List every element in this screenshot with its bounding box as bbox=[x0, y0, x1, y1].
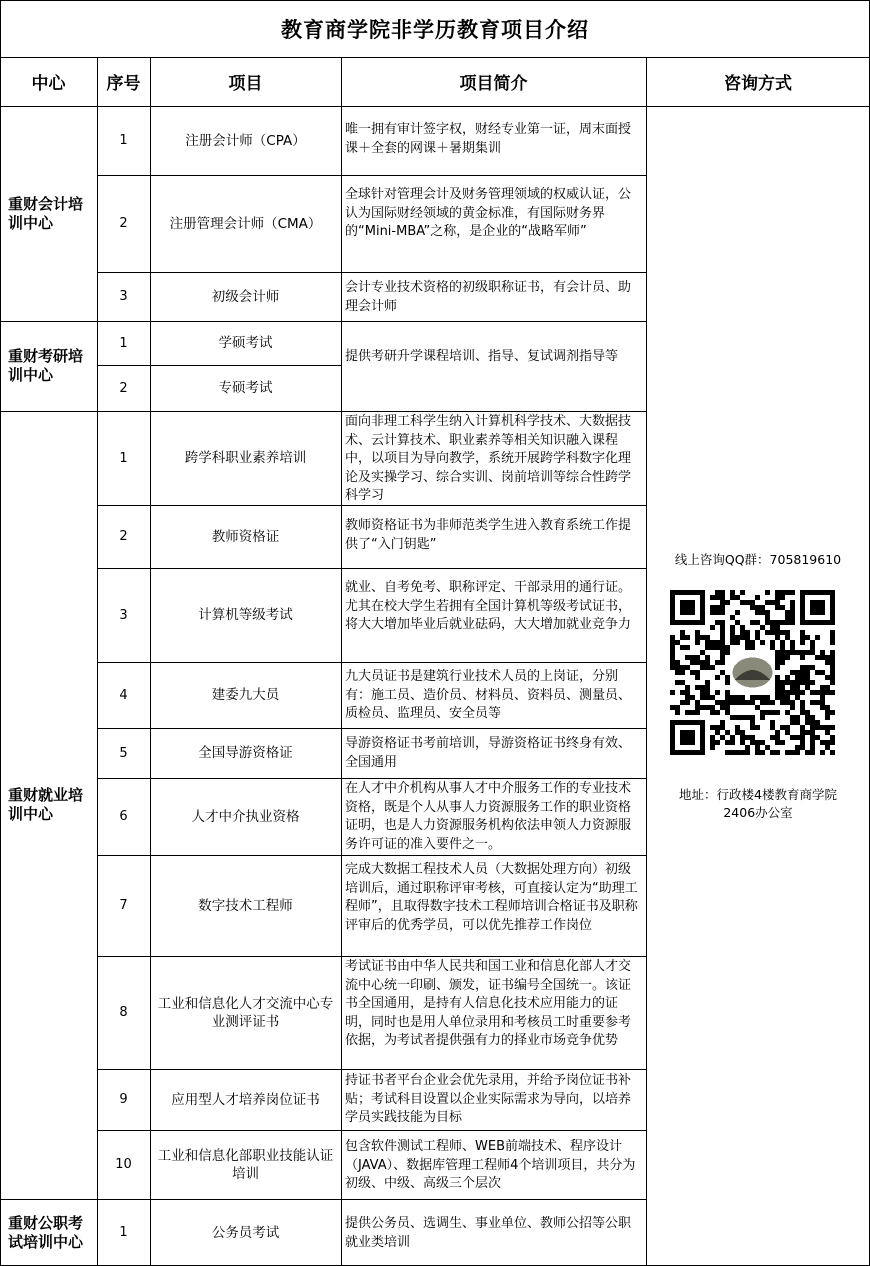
address-line-2: 2406办公室 bbox=[723, 805, 793, 820]
qr-code-icon bbox=[670, 590, 835, 755]
row-project: 注册会计师（CPA） bbox=[185, 132, 306, 149]
row-project: 专硕考试 bbox=[218, 380, 273, 396]
row-intro: 导游资格证书考前培训，导游资格证书终身有效、全国通用 bbox=[345, 736, 632, 770]
row-project: 数字技术工程师 bbox=[198, 897, 293, 914]
row-seq: 10 bbox=[115, 1157, 132, 1172]
row-seq: 3 bbox=[119, 289, 128, 304]
row-project: 建委九大员 bbox=[211, 687, 280, 703]
header-seq: 序号 bbox=[106, 74, 141, 94]
row-intro: 包含软件测试工程师、WEB前端技术、程序设计（JAVA）、数据库管理工程师4个培训项目，共分为初级、中级、高级三个层次 bbox=[345, 1139, 636, 1191]
row-seq: 1 bbox=[119, 1225, 128, 1240]
row-intro: 持证书者平台企业会优先录用，并给予岗位证书补贴；考试科目设置以企业实际需求为导向，以培养学员实践技能为目标 bbox=[345, 1073, 632, 1125]
row-seq: 1 bbox=[119, 335, 128, 351]
row-seq: 7 bbox=[119, 898, 128, 913]
page-title: 教育商学院非学历教育项目介绍 bbox=[281, 17, 589, 42]
header-project: 项目 bbox=[228, 74, 263, 94]
row-seq: 3 bbox=[119, 607, 128, 623]
row-project: 工业和信息化人才交流中心专业测评证书 bbox=[157, 995, 334, 1030]
row-project: 注册管理会计师（CMA） bbox=[169, 215, 322, 232]
row-project: 跨学科职业素养培训 bbox=[184, 450, 307, 466]
center-name-employment: 重财就业培训中心 bbox=[8, 786, 84, 823]
row-intro: 面向非理工科学生纳入计算机科学技术、大数据技术、云计算技术、职业素养等相关知识融入课程中，以项目为导向教学，系统开展跨学科数字化理论及实操学习、综合实训、岗前培训等综合性跨学科学习 bbox=[345, 414, 632, 503]
row-project: 公务员考试 bbox=[211, 1224, 280, 1241]
row-intro: 全球针对管理会计及财务管理领域的权威认证，公认为国际财经领域的黄金标准，有国际财务界的“Mini-MBA”之称，是企业的“战略军师” bbox=[345, 187, 632, 239]
address-line-1: 地址：行政楼4楼教育商学院 bbox=[679, 787, 837, 802]
row-project: 初级会计师 bbox=[211, 288, 280, 305]
header-center: 中心 bbox=[31, 74, 66, 94]
header-contact: 咨询方式 bbox=[724, 74, 792, 94]
row-intro: 就业、自考免考、职称评定、干部录用的通行证。尤其在校大学生若拥有全国计算机等级考试证书，将大大增加毕业后就业砝码，大大增加就业竞争力 bbox=[345, 580, 632, 632]
qq-group-line: 线上咨询QQ群：705819610 bbox=[674, 552, 842, 567]
row-seq: 2 bbox=[119, 529, 128, 544]
row-intro: 教师资格证书为非师范类学生进入教育系统工作提供了“入门钥匙” bbox=[345, 518, 632, 552]
row-seq: 2 bbox=[119, 380, 128, 396]
row-project: 应用型人才培养岗位证书 bbox=[171, 1091, 320, 1108]
row-seq: 1 bbox=[119, 450, 128, 466]
row-seq: 2 bbox=[119, 216, 128, 231]
row-intro: 在人才中介机构从事人才中介服务工作的专业技术资格，既是个人从事人力资源服务工作的职业资格证明，也是人力资源服务机构依法申领人力资源服务许可证的准入要件之一。 bbox=[345, 781, 632, 852]
row-project: 工业和信息化部职业技能认证培训 bbox=[157, 1147, 334, 1182]
row-seq: 4 bbox=[119, 687, 128, 703]
row-intro: 提供公务员、选调生、事业单位、教师公招等公职就业类培训 bbox=[345, 1216, 632, 1250]
row-project: 人才中介执业资格 bbox=[191, 808, 300, 825]
row-project: 计算机等级考试 bbox=[198, 607, 293, 623]
row-seq: 5 bbox=[119, 745, 128, 761]
row-intro: 考试证书由中华人民共和国工业和信息化部人才交流中心统一印刷、颁发，证书编号全国统一。该证书全国通用，是持有人信息化技术应用能力的证明，同时也是用人单位录用和考核员工时重要参考依据，为考试者提供强有力的择业市场竞争优势 bbox=[345, 959, 632, 1048]
row-seq: 9 bbox=[119, 1092, 128, 1107]
row-seq: 1 bbox=[119, 133, 128, 148]
row-seq: 8 bbox=[119, 1005, 128, 1020]
row-intro: 会计专业技术资格的初级职称证书，有会计员、助理会计师 bbox=[345, 280, 632, 314]
header-intro: 项目简介 bbox=[459, 74, 528, 94]
row-project: 全国导游资格证 bbox=[198, 745, 293, 761]
row-project: 学硕考试 bbox=[218, 335, 273, 351]
center-name-civil-service: 重财公职考试培训中心 bbox=[8, 1213, 84, 1251]
row-project: 教师资格证 bbox=[211, 528, 280, 545]
row-seq: 6 bbox=[119, 809, 128, 824]
row-intro: 唯一拥有审计签字权，财经专业第一证，周末面授课＋全套的网课＋暑期集训 bbox=[345, 122, 632, 156]
row-intro: 九大员证书是建筑行业技术人员的上岗证，分别有：施工员、造价员、材料员、资料员、测量员、质检员、监理员、安全员等 bbox=[345, 669, 632, 721]
center-name-postgrad: 重财考研培训中心 bbox=[8, 347, 84, 384]
row-intro: 完成大数据工程技术人员（大数据处理方向）初级培训后，通过职称评审考核，可直接认定为“助理工程师”，且取得数字技术工程师培训合格证书及职称评审后的优秀学员，可以优先推荐工作岗位 bbox=[345, 862, 638, 933]
row-intro: 提供考研升学课程培训、指导、复试调剂指导等 bbox=[345, 349, 619, 364]
center-name-accounting: 重财会计培训中心 bbox=[8, 194, 84, 232]
